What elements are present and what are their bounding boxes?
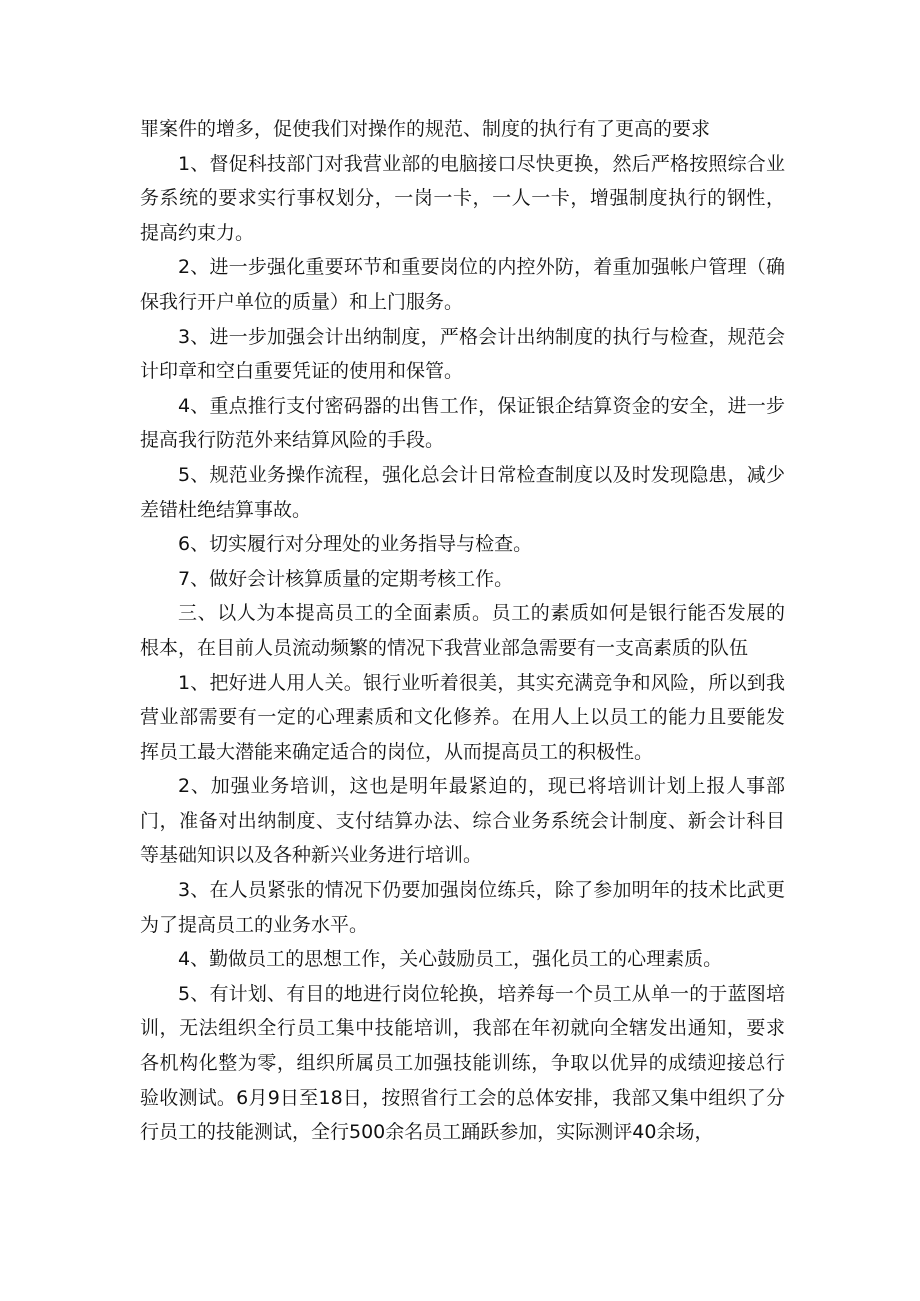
document-page: [140, 112, 785, 1150]
paragraph-staff-item-2: 2、加强业务培训，这也是明年最紧迫的，现已将培训计划上报人事部门，准备对出纳制度、支付结算办法、综合业务系统会计制度、新会计科目等基础知识以及各种新兴业务进行培训。: [140, 775, 785, 867]
paragraph-continuation: 罪案件的增多，促使我们对操作的规范、制度的执行有了更高的要求: [140, 118, 711, 140]
paragraph-staff-item-1: 1、把好进人用人关。银行业听着很美，其实充满竞争和风险，所以到我营业部需要有一定的心理素质和文化修养。在用人上以员工的能力且要能发挥员工最大潜能来确定适合的岗位，从而提高员工的积极性。: [140, 671, 785, 763]
paragraph-item-4: 4、重点推行支付密码器的出售工作，保证银企结算资金的安全，进一步提高我行防范外来结算风险的手段。: [140, 394, 785, 452]
paragraph-item-1: 1、督促科技部门对我营业部的电脑接口尽快更换，然后严格按照综合业务系统的要求实行事权划分，一岗一卡，一人一卡，增强制度执行的钢性，提高约束力。: [140, 152, 785, 244]
paragraph-staff-item-3: 3、在人员紧张的情况下仍要加强岗位练兵，除了参加明年的技术比武更为了提高员工的业务水平。: [140, 879, 785, 936]
paragraph-item-6: 6、切实履行对分理处的业务指导与检查。: [178, 533, 533, 556]
paragraph-item-3: 3、进一步加强会计出纳制度，严格会计出纳制度的执行与检查，规范会计印章和空白重要凭证的使用和保管。: [140, 325, 785, 383]
paragraph-item-5: 5、规范业务操作流程，强化总会计日常检查制度以及时发现隐患，减少差错杜绝结算事故。: [140, 463, 785, 521]
paragraph-staff-item-4: 4、勤做员工的思想工作，关心鼓励员工，强化员工的心理素质。: [178, 948, 723, 971]
paragraph-item-2: 2、进一步强化重要环节和重要岗位的内控外防，着重加强帐户管理（确保我行开户单位的质量）和上门服务。: [140, 256, 785, 313]
paragraph-item-7: 7、做好会计核算质量的定期考核工作。: [178, 567, 514, 590]
section-three-heading-paragraph: 三、以人为本提高员工的全面素质。员工的素质如何是银行能否发展的根本，在目前人员流动频繁的情况下我营业部急需要有一支高素质的队伍: [140, 602, 785, 659]
paragraph-staff-item-5: 5、有计划、有目的地进行岗位轮换，培养每一个员工从单一的于蓝图培训，无法组织全行员工集中技能培训，我部在年初就向全辖发出通知，要求各机构化整为零，组织所属员工加强技能训练，争取以优异的成绩迎接总行验收测试。6月9日至18日，按照省行工会的总体安排，我部又集中组织了分行员工的技能测试，全行500余名员工踊跃参加，实际测评40余场，: [140, 982, 785, 1144]
